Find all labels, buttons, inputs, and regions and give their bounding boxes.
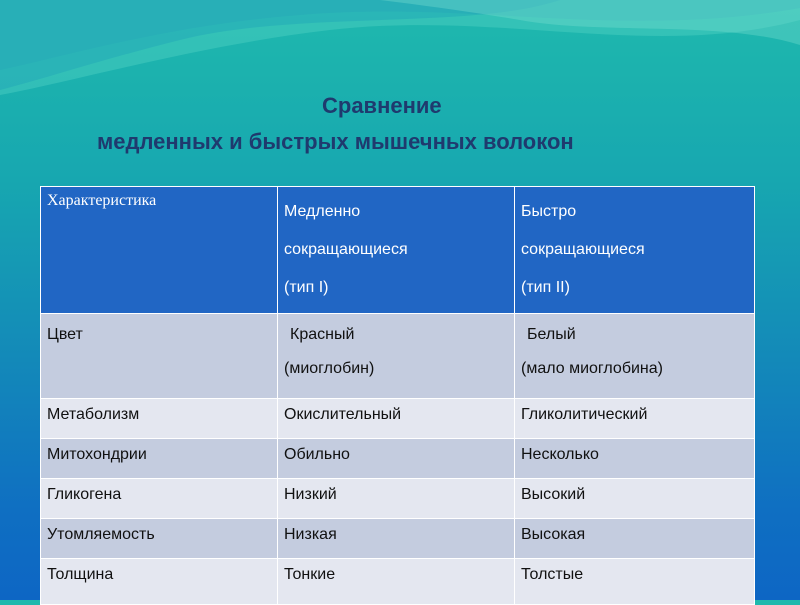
header-fast-line-2: сокращающиеся — [521, 241, 645, 258]
table-row — [41, 519, 755, 559]
row-fast-value: Высокий — [515, 479, 755, 519]
header-slow — [278, 187, 515, 314]
header-slow-line-1: Медленно — [284, 203, 361, 220]
row-label: Гликогена — [41, 479, 278, 519]
header-characteristic: Характеристика — [41, 187, 278, 314]
title-line-2: медленных и быстрых мышечных волокон — [97, 129, 574, 154]
row-fast-value: Толстые — [515, 559, 755, 605]
table-row — [41, 399, 755, 439]
row-fast-value — [515, 314, 755, 399]
row-slow-value — [278, 314, 515, 399]
header-slow-line-3: (тип I) — [284, 279, 329, 296]
cell-line: (мало миоглобина) — [521, 360, 663, 377]
cell-line: Красный — [290, 326, 355, 343]
row-label: Метаболизм — [41, 399, 278, 439]
row-slow-value: Низкий — [278, 479, 515, 519]
row-label: Митохондрии — [41, 439, 278, 479]
row-slow-value: Тонкие — [278, 559, 515, 605]
row-slow-value: Низкая — [278, 519, 515, 559]
header-fast — [515, 187, 755, 314]
title-line-1: Сравнение — [322, 93, 442, 118]
cell-line: (миоглобин) — [284, 360, 375, 377]
comparison-table — [40, 186, 755, 605]
table-header-row — [41, 187, 755, 314]
table-row — [41, 559, 755, 605]
row-label: Толщина — [41, 559, 278, 605]
row-label: Утомляемость — [41, 519, 278, 559]
table-row — [41, 439, 755, 479]
table-row — [41, 479, 755, 519]
table-row — [41, 314, 755, 399]
header-slow-line-2: сокращающиеся — [284, 241, 408, 258]
header-fast-line-3: (тип II) — [521, 279, 570, 296]
row-fast-value: Несколько — [515, 439, 755, 479]
cell-line: Белый — [527, 326, 576, 343]
row-fast-value: Высокая — [515, 519, 755, 559]
row-slow-value: Обильно — [278, 439, 515, 479]
row-label: Цвет — [41, 314, 278, 399]
row-fast-value: Гликолитический — [515, 399, 755, 439]
header-fast-line-1: Быстро — [521, 203, 577, 220]
row-slow-value: Окислительный — [278, 399, 515, 439]
